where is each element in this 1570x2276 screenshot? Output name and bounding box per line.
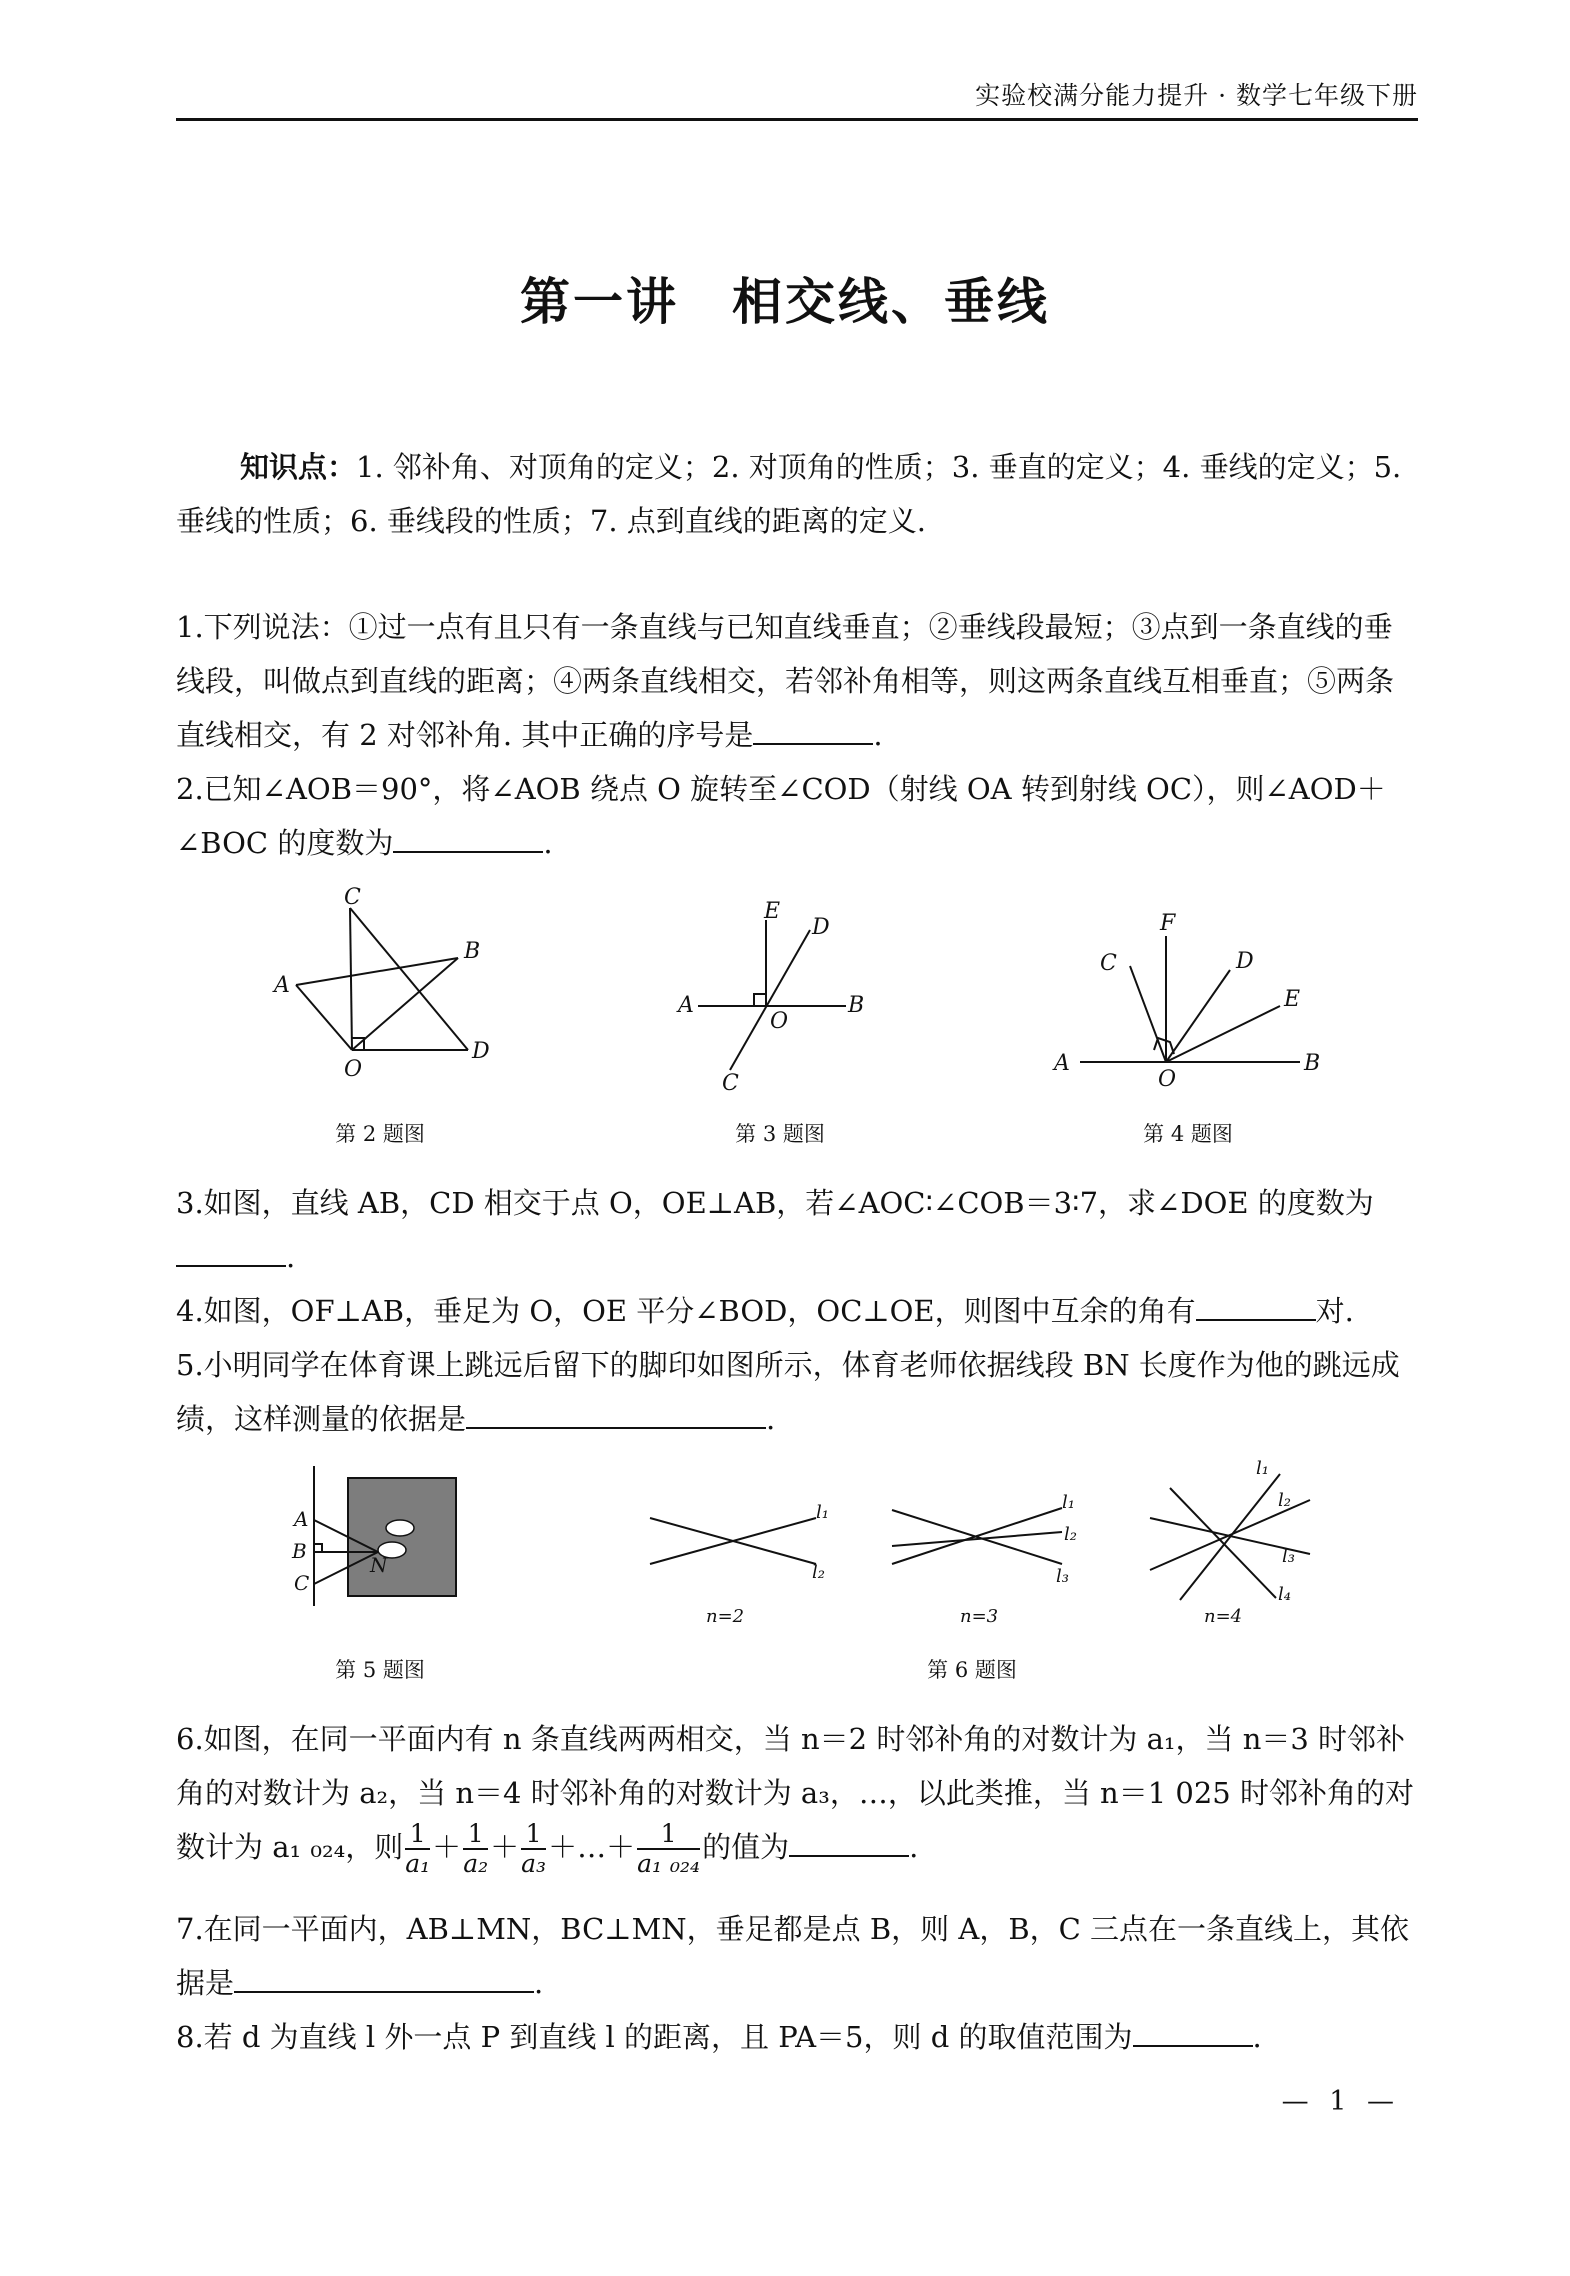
point-label: B — [1304, 1051, 1321, 1076]
question-number: 6. — [176, 1722, 204, 1756]
question-tail: . — [286, 1240, 296, 1274]
answer-blank[interactable] — [1196, 1289, 1316, 1321]
point-label: O — [770, 1009, 789, 1034]
question-7 — [176, 1902, 1418, 2010]
plus-sign: ＋ — [490, 1830, 520, 1864]
question-number: 8. — [176, 2020, 204, 2054]
answer-blank[interactable] — [466, 1397, 766, 1429]
figure-6-panel-n3 — [882, 1470, 1082, 1630]
question-number: 3. — [176, 1186, 204, 1220]
answer-blank[interactable] — [176, 1235, 286, 1267]
point-label: A — [678, 993, 694, 1018]
answer-blank[interactable] — [393, 821, 543, 853]
page-number: — 1 — — [1281, 2086, 1400, 2117]
line-label: l₂ — [1064, 1524, 1077, 1545]
point-label: E — [1284, 987, 1301, 1012]
question-tail: . — [543, 826, 553, 860]
point-label: D — [472, 1039, 490, 1064]
figure-6-panel-n4 — [1140, 1460, 1330, 1630]
fraction-numerator: 1 — [463, 1820, 488, 1850]
point-label: D — [1236, 949, 1254, 974]
running-header: 实验校满分能力提升 · 数学七年级下册 — [975, 81, 1418, 110]
fraction — [521, 1820, 546, 1878]
fraction-denominator: a₃ — [521, 1849, 547, 1878]
question-4 — [176, 1284, 1418, 1338]
point-label: D — [812, 915, 830, 940]
figure-6-panel-n2 — [640, 1470, 840, 1630]
fraction-numerator: 1 — [521, 1820, 546, 1850]
fraction-denominator: a₁ — [405, 1849, 431, 1878]
question-number: 7. — [176, 1912, 204, 1946]
fraction — [405, 1820, 430, 1878]
line-label: l₃ — [1056, 1566, 1069, 1587]
question-2 — [176, 762, 1418, 870]
line-label: l₁ — [1062, 1492, 1075, 1513]
line-label: l₁ — [816, 1502, 829, 1523]
answer-blank[interactable] — [1133, 2015, 1253, 2047]
question-1 — [176, 600, 1418, 762]
figure-4-caption: 第 4 题图 — [1143, 1122, 1233, 1146]
question-8 — [176, 2010, 1418, 2064]
figure-5 — [286, 1466, 476, 1606]
line-label: l₄ — [1278, 1584, 1291, 1605]
question-tail: . — [534, 1966, 544, 2000]
ellipsis: … — [577, 1830, 607, 1864]
point-label: A — [274, 973, 290, 998]
question-number: 5. — [176, 1348, 204, 1382]
point-label: N — [370, 1553, 388, 1577]
fraction-numerator: 1 — [637, 1820, 700, 1850]
point-label: C — [1100, 951, 1117, 976]
figure-3 — [678, 899, 878, 1096]
figure-4 — [1050, 910, 1330, 1090]
question-text: 下列说法：①过一点有且只有一条直线与已知直线垂直；②垂线段最短；③点到一条直线的垂线段，叫做点到直线的距离；④两条直线相交，若邻补角相等，则这两条直线互相垂直；⑤两条直线相交，有 2 对邻补角. 其中正确的序号是 — [176, 610, 1395, 752]
question-text: 已知∠AOB＝90°，将∠AOB 绕点 O 旋转至∠COD（射线 OA 转到射线 OC），则∠AOD＋∠BOC 的度数为 — [176, 772, 1386, 860]
line-label: l₂ — [812, 1562, 825, 1583]
question-tail: . — [1252, 2020, 1262, 2054]
answer-blank[interactable] — [753, 713, 873, 745]
knowledge-lead: 知识点： — [240, 450, 357, 484]
line-label: l₃ — [1282, 1546, 1295, 1567]
answer-blank[interactable] — [789, 1825, 909, 1857]
question-text: 如图，直线 AB，CD 相交于点 O，OE⊥AB，若∠AOC∶∠COB＝3∶7，求∠DOE 的度数为 — [203, 1186, 1374, 1220]
point-label: B — [464, 939, 481, 964]
plus-sign: ＋ — [548, 1830, 578, 1864]
n-label: n=4 — [1204, 1606, 1243, 1627]
question-number: 4. — [176, 1294, 204, 1328]
question-6 — [176, 1712, 1418, 1878]
point-label: C — [344, 885, 361, 910]
question-5 — [176, 1338, 1418, 1446]
figure-6-caption: 第 6 题图 — [927, 1658, 1017, 1682]
question-text: 如图，在同一平面内有 n 条直线两两相交，当 n＝2 时邻补角的对数计为 a₁，当 n＝3 时邻补角的对数计为 a₂，当 n＝4 时邻补角的对数计为 a₃，…，以此类推，当 n＝1 025 时邻补角的对数计为 a₁ ₀₂₄，则 — [176, 1722, 1414, 1864]
question-tail: 的值为 — [702, 1830, 790, 1864]
point-label: B — [292, 1539, 307, 1563]
line-label: l₂ — [1278, 1490, 1291, 1511]
knowledge-text: 1. 邻补角、对顶角的定义；2. 对顶角的性质；3. 垂直的定义；4. 垂线的定义；5. 垂线的性质；6. 垂线段的性质；7. 点到直线的距离的定义. — [176, 450, 1402, 538]
fraction — [463, 1820, 488, 1878]
plus-sign: ＋ — [432, 1830, 462, 1864]
point-label: C — [722, 1071, 739, 1096]
question-text: 若 d 为直线 l 外一点 P 到直线 l 的距离，且 PA＝5，则 d 的取值范围为 — [203, 2020, 1133, 2054]
fraction-denominator: a₂ — [463, 1849, 489, 1878]
point-label: O — [1158, 1067, 1177, 1092]
fraction — [637, 1820, 700, 1878]
line-label: l₁ — [1256, 1458, 1269, 1479]
figure-2-caption: 第 2 题图 — [335, 1122, 425, 1146]
question-number: 2. — [176, 772, 204, 806]
question-number: 1. — [176, 610, 204, 644]
question-tail: 对. — [1315, 1294, 1354, 1328]
knowledge-points — [176, 440, 1418, 548]
figure-5-caption: 第 5 题图 — [335, 1658, 425, 1682]
question-text: 小明同学在体育课上跳远后留下的脚印如图所示，体育老师依据线段 BN 长度作为他的跳远成绩，这样测量的依据是 — [176, 1348, 1400, 1436]
question-text: 在同一平面内，AB⊥MN，BC⊥MN，垂足都是点 B，则 A，B，C 三点在一条直线上，其依据是 — [176, 1912, 1410, 2000]
n-label: n=2 — [706, 1606, 745, 1627]
answer-blank[interactable] — [234, 1961, 534, 1993]
question-tail: . — [873, 718, 883, 752]
point-label: C — [294, 1571, 310, 1595]
point-label: B — [848, 993, 865, 1018]
header-rule — [176, 118, 1418, 121]
figure-2 — [268, 885, 508, 1082]
fraction-denominator: a₁ ₀₂₄ — [637, 1849, 701, 1878]
question-end: . — [909, 1830, 919, 1864]
point-label: A — [294, 1507, 309, 1531]
n-label: n=3 — [960, 1606, 999, 1627]
question-text: 如图，OF⊥AB，垂足为 O，OE 平分∠BOD，OC⊥OE，则图中互余的角有 — [203, 1294, 1196, 1328]
point-label: O — [344, 1057, 363, 1082]
plus-sign: ＋ — [606, 1830, 636, 1864]
point-label: A — [1054, 1051, 1070, 1076]
point-label: F — [1160, 911, 1176, 936]
fraction-numerator: 1 — [405, 1820, 430, 1850]
question-tail: . — [766, 1402, 776, 1436]
question-3 — [176, 1176, 1418, 1284]
lecture-title: 第一讲 相交线、垂线 — [520, 273, 1050, 331]
figure-3-caption: 第 3 题图 — [735, 1122, 825, 1146]
point-label: E — [764, 899, 781, 924]
